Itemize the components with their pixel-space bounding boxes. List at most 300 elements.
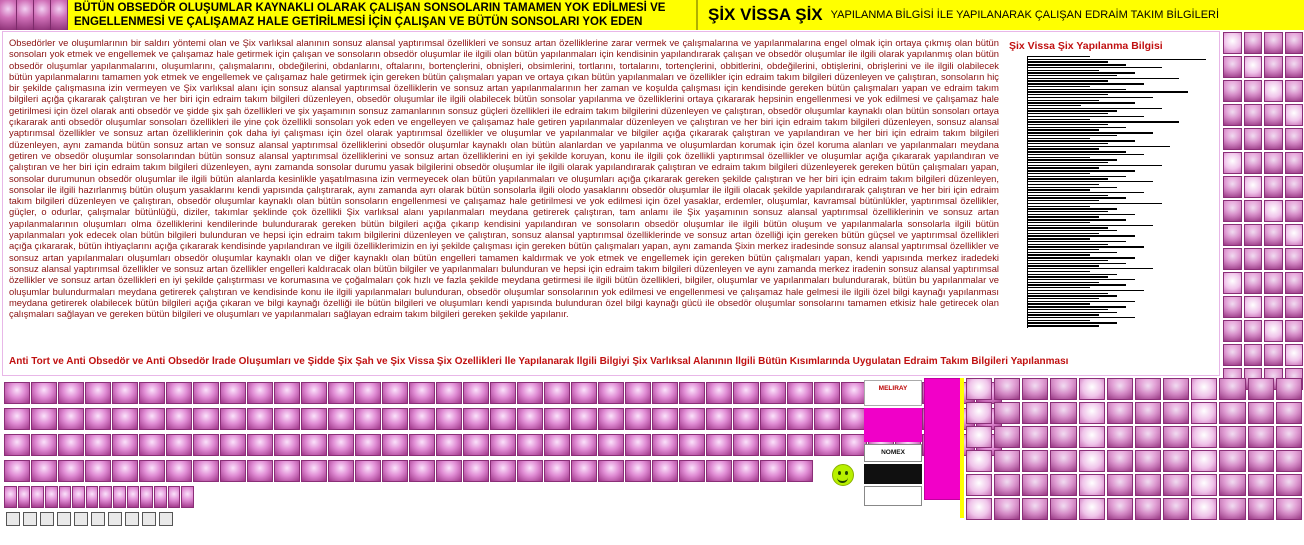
document-thumbnail[interactable] [1191, 498, 1217, 520]
document-thumbnail[interactable] [760, 382, 786, 404]
document-thumbnail[interactable] [1223, 128, 1242, 150]
document-thumbnail[interactable] [1050, 402, 1076, 424]
document-thumbnail[interactable] [1285, 128, 1304, 150]
file-icon-row[interactable] [6, 512, 173, 526]
thumb-strip-row-3[interactable] [4, 434, 1002, 456]
document-thumbnail[interactable] [652, 408, 678, 430]
document-thumbnail[interactable] [1191, 474, 1217, 496]
document-thumbnail[interactable] [220, 434, 246, 456]
document-thumbnail[interactable] [220, 460, 246, 482]
document-thumbnail[interactable] [625, 460, 651, 482]
document-thumbnail[interactable] [1223, 32, 1242, 54]
document-thumbnail[interactable] [4, 382, 30, 404]
document-thumbnail[interactable] [382, 460, 408, 482]
document-thumbnail[interactable] [1135, 378, 1161, 400]
document-thumbnail[interactable] [598, 408, 624, 430]
document-thumbnail[interactable] [1244, 56, 1263, 78]
document-thumbnail[interactable] [787, 408, 813, 430]
document-thumbnail[interactable] [1244, 152, 1263, 174]
document-thumbnail[interactable] [127, 486, 140, 508]
document-thumbnail[interactable] [966, 498, 992, 520]
document-thumbnail[interactable] [1135, 426, 1161, 448]
document-thumbnail[interactable] [139, 434, 165, 456]
document-thumbnail[interactable] [544, 408, 570, 430]
document-thumbnail[interactable] [154, 486, 167, 508]
file-icon[interactable] [74, 512, 88, 526]
document-thumbnail[interactable] [382, 408, 408, 430]
document-thumbnail[interactable] [99, 486, 112, 508]
document-thumbnail[interactable] [1223, 296, 1242, 318]
document-thumbnail[interactable] [409, 460, 435, 482]
document-thumbnail[interactable] [220, 382, 246, 404]
document-thumbnail[interactable] [490, 460, 516, 482]
document-thumbnail[interactable] [31, 434, 57, 456]
document-thumbnail[interactable] [1264, 104, 1283, 126]
document-thumbnail[interactable] [1244, 248, 1263, 270]
document-thumbnail[interactable] [85, 460, 111, 482]
document-thumbnail[interactable] [31, 460, 57, 482]
thumb-strip-row-1[interactable] [4, 382, 1002, 404]
document-thumbnail[interactable] [328, 434, 354, 456]
document-thumbnail[interactable] [1264, 296, 1283, 318]
ad-magenta[interactable] [864, 408, 922, 442]
document-thumbnail[interactable] [1022, 498, 1048, 520]
document-thumbnail[interactable] [1285, 248, 1304, 270]
document-thumbnail[interactable] [247, 382, 273, 404]
document-thumbnail[interactable] [59, 486, 72, 508]
document-thumbnail[interactable] [166, 434, 192, 456]
document-thumbnail[interactable] [355, 434, 381, 456]
document-thumbnail[interactable] [544, 460, 570, 482]
document-thumbnail[interactable] [1022, 378, 1048, 400]
document-thumbnail[interactable] [1223, 152, 1242, 174]
document-thumbnail[interactable] [113, 486, 126, 508]
document-thumbnail[interactable] [4, 408, 30, 430]
document-thumbnail[interactable] [1191, 402, 1217, 424]
document-thumbnail[interactable] [1050, 498, 1076, 520]
document-thumbnail[interactable] [85, 408, 111, 430]
document-thumbnail[interactable] [220, 408, 246, 430]
document-thumbnail[interactable] [409, 408, 435, 430]
document-thumbnail[interactable] [760, 460, 786, 482]
document-thumbnail[interactable] [1223, 80, 1242, 102]
banner-thumbnail[interactable] [34, 0, 51, 30]
document-thumbnail[interactable] [4, 486, 17, 508]
document-thumbnail[interactable] [598, 434, 624, 456]
document-thumbnail[interactable] [994, 378, 1020, 400]
chart-bar [1028, 170, 1135, 171]
document-thumbnail[interactable] [517, 434, 543, 456]
document-thumbnail[interactable] [814, 382, 840, 404]
thumb-strip-row-5[interactable] [4, 486, 194, 508]
document-thumbnail[interactable] [301, 434, 327, 456]
document-thumbnail[interactable] [274, 382, 300, 404]
document-thumbnail[interactable] [1022, 474, 1048, 496]
document-thumbnail[interactable] [1223, 176, 1242, 198]
document-thumbnail[interactable] [1248, 498, 1274, 520]
document-thumbnail[interactable] [1276, 498, 1302, 520]
document-thumbnail[interactable] [706, 460, 732, 482]
document-thumbnail[interactable] [1264, 176, 1283, 198]
document-thumbnail[interactable] [1107, 498, 1133, 520]
document-thumbnail[interactable] [1264, 224, 1283, 246]
document-thumbnail[interactable] [966, 378, 992, 400]
document-thumbnail[interactable] [168, 486, 181, 508]
file-icon[interactable] [108, 512, 122, 526]
document-thumbnail[interactable] [1163, 450, 1189, 472]
document-thumbnail[interactable] [247, 408, 273, 430]
document-thumbnail[interactable] [463, 434, 489, 456]
document-thumbnail[interactable] [706, 382, 732, 404]
document-thumbnail[interactable] [1135, 474, 1161, 496]
ad-meliray[interactable]: MELIRAY [864, 380, 922, 406]
document-thumbnail[interactable] [1244, 320, 1263, 342]
document-thumbnail[interactable] [1244, 272, 1263, 294]
document-thumbnail[interactable] [112, 408, 138, 430]
document-thumbnail[interactable] [1264, 80, 1283, 102]
document-thumbnail[interactable] [1244, 176, 1263, 198]
document-thumbnail[interactable] [625, 382, 651, 404]
document-thumbnail[interactable] [463, 408, 489, 430]
document-thumbnail[interactable] [1285, 224, 1304, 246]
file-icon[interactable] [57, 512, 71, 526]
document-thumbnail[interactable] [544, 382, 570, 404]
document-thumbnail[interactable] [4, 434, 30, 456]
document-thumbnail[interactable] [1107, 402, 1133, 424]
document-thumbnail[interactable] [1219, 378, 1245, 400]
document-thumbnail[interactable] [166, 408, 192, 430]
right-thumbnail-grid[interactable] [1222, 31, 1304, 376]
document-thumbnail[interactable] [247, 434, 273, 456]
file-icon[interactable] [40, 512, 54, 526]
document-thumbnail[interactable] [733, 434, 759, 456]
document-thumbnail[interactable] [571, 382, 597, 404]
document-thumbnail[interactable] [1264, 56, 1283, 78]
document-thumbnail[interactable] [193, 434, 219, 456]
document-thumbnail[interactable] [1244, 200, 1263, 222]
document-thumbnail[interactable] [760, 434, 786, 456]
document-thumbnail[interactable] [301, 408, 327, 430]
document-thumbnail[interactable] [1244, 128, 1263, 150]
document-thumbnail[interactable] [436, 460, 462, 482]
document-thumbnail[interactable] [1135, 402, 1161, 424]
document-thumbnail[interactable] [652, 460, 678, 482]
document-thumbnail[interactable] [274, 460, 300, 482]
document-thumbnail[interactable] [814, 434, 840, 456]
document-thumbnail[interactable] [31, 382, 57, 404]
file-icon[interactable] [159, 512, 173, 526]
document-thumbnail[interactable] [1285, 152, 1304, 174]
document-thumbnail[interactable] [301, 382, 327, 404]
document-thumbnail[interactable] [760, 408, 786, 430]
document-thumbnail[interactable] [31, 408, 57, 430]
document-thumbnail[interactable] [1264, 200, 1283, 222]
thumb-strip-row-4[interactable] [4, 460, 813, 482]
document-thumbnail[interactable] [1107, 450, 1133, 472]
document-thumbnail[interactable] [571, 460, 597, 482]
document-thumbnail[interactable] [1107, 474, 1133, 496]
document-thumbnail[interactable] [1163, 378, 1189, 400]
document-thumbnail[interactable] [1223, 200, 1242, 222]
document-thumbnail[interactable] [1248, 426, 1274, 448]
document-thumbnail[interactable] [1079, 426, 1105, 448]
document-thumbnail[interactable] [1135, 498, 1161, 520]
document-thumbnail[interactable] [274, 408, 300, 430]
document-thumbnail[interactable] [1050, 378, 1076, 400]
document-thumbnail[interactable] [1264, 32, 1283, 54]
ad-dark[interactable] [864, 464, 922, 484]
document-thumbnail[interactable] [31, 486, 44, 508]
document-thumbnail[interactable] [112, 382, 138, 404]
document-thumbnail[interactable] [18, 486, 31, 508]
document-thumbnail[interactable] [409, 382, 435, 404]
document-thumbnail[interactable] [1163, 402, 1189, 424]
document-thumbnail[interactable] [571, 434, 597, 456]
file-icon[interactable] [6, 512, 20, 526]
document-thumbnail[interactable] [301, 460, 327, 482]
document-thumbnail[interactable] [436, 434, 462, 456]
document-thumbnail[interactable] [679, 460, 705, 482]
document-thumbnail[interactable] [1244, 296, 1263, 318]
banner-thumbnail[interactable] [0, 0, 17, 30]
document-thumbnail[interactable] [1264, 272, 1283, 294]
document-thumbnail[interactable] [787, 434, 813, 456]
document-thumbnail[interactable] [1079, 450, 1105, 472]
document-thumbnail[interactable] [490, 382, 516, 404]
document-thumbnail[interactable] [1223, 272, 1242, 294]
document-thumbnail[interactable] [1264, 128, 1283, 150]
document-thumbnail[interactable] [679, 408, 705, 430]
document-thumbnail[interactable] [1248, 378, 1274, 400]
document-thumbnail[interactable] [787, 382, 813, 404]
document-thumbnail[interactable] [1022, 402, 1048, 424]
document-thumbnail[interactable] [1276, 450, 1302, 472]
document-thumbnail[interactable] [1079, 498, 1105, 520]
document-thumbnail[interactable] [328, 460, 354, 482]
document-thumbnail[interactable] [1264, 344, 1283, 366]
document-thumbnail[interactable] [86, 486, 99, 508]
document-thumbnail[interactable] [355, 408, 381, 430]
document-thumbnail[interactable] [1219, 426, 1245, 448]
banner-thumbnail-strip[interactable] [0, 0, 68, 30]
bottom-thumbnail-grid[interactable] [966, 378, 1302, 518]
banner-thumbnail[interactable] [17, 0, 34, 30]
document-thumbnail[interactable] [1107, 426, 1133, 448]
document-thumbnail[interactable] [1244, 80, 1263, 102]
chart-bar [1028, 113, 1108, 114]
document-thumbnail[interactable] [1079, 474, 1105, 496]
document-thumbnail[interactable] [4, 460, 30, 482]
banner-headline: BÜTÜN OBSEDÖR OLUŞUMLAR KAYNAKLI OLARAK ÇALIŞAN SONSOLARIN TAMAMEN YOK EDİLMESİ VE ENGELLENMESİ VE ÇALIŞAMAZ HALE GETİRİLMESİ İÇİN ÇALIŞAN VE BÜTÜN SONSOLARI YOK EDEN [68, 0, 698, 30]
thumb-strip-row-2[interactable] [4, 408, 1002, 430]
document-thumbnail[interactable] [1223, 56, 1242, 78]
document-thumbnail[interactable] [544, 434, 570, 456]
document-thumbnail[interactable] [139, 460, 165, 482]
document-thumbnail[interactable] [328, 382, 354, 404]
document-thumbnail[interactable] [966, 450, 992, 472]
document-thumbnail[interactable] [1050, 474, 1076, 496]
document-thumbnail[interactable] [85, 434, 111, 456]
document-thumbnail[interactable] [1163, 426, 1189, 448]
document-thumbnail[interactable] [72, 486, 85, 508]
document-thumbnail[interactable] [436, 408, 462, 430]
ad-white[interactable] [864, 486, 922, 506]
banner-thumbnail[interactable] [51, 0, 68, 30]
document-thumbnail[interactable] [1219, 402, 1245, 424]
document-thumbnail[interactable] [355, 382, 381, 404]
document-thumbnail[interactable] [328, 408, 354, 430]
document-thumbnail[interactable] [1244, 104, 1263, 126]
document-thumbnail[interactable] [1191, 426, 1217, 448]
document-thumbnail[interactable] [1285, 272, 1304, 294]
document-thumbnail[interactable] [181, 486, 194, 508]
document-thumbnail[interactable] [1223, 224, 1242, 246]
file-icon[interactable] [91, 512, 105, 526]
document-thumbnail[interactable] [193, 408, 219, 430]
document-thumbnail[interactable] [517, 460, 543, 482]
document-thumbnail[interactable] [193, 382, 219, 404]
document-thumbnail[interactable] [193, 460, 219, 482]
document-thumbnail[interactable] [1248, 450, 1274, 472]
document-thumbnail[interactable] [463, 382, 489, 404]
document-thumbnail[interactable] [1223, 104, 1242, 126]
document-thumbnail[interactable] [1219, 450, 1245, 472]
document-thumbnail[interactable] [1276, 474, 1302, 496]
document-thumbnail[interactable] [1191, 450, 1217, 472]
document-thumbnail[interactable] [1022, 450, 1048, 472]
document-thumbnail[interactable] [382, 434, 408, 456]
document-thumbnail[interactable] [166, 460, 192, 482]
document-thumbnail[interactable] [517, 408, 543, 430]
document-thumbnail[interactable] [733, 460, 759, 482]
document-thumbnail[interactable] [140, 486, 153, 508]
document-thumbnail[interactable] [1285, 80, 1304, 102]
document-thumbnail[interactable] [58, 382, 84, 404]
document-thumbnail[interactable] [517, 382, 543, 404]
advertisement-stack[interactable] [864, 380, 922, 508]
document-thumbnail[interactable] [1285, 32, 1304, 54]
document-thumbnail[interactable] [436, 382, 462, 404]
document-thumbnail[interactable] [490, 434, 516, 456]
document-thumbnail[interactable] [58, 460, 84, 482]
document-thumbnail[interactable] [625, 408, 651, 430]
document-thumbnail[interactable] [787, 460, 813, 482]
document-thumbnail[interactable] [1248, 402, 1274, 424]
document-thumbnail[interactable] [1223, 248, 1242, 270]
document-thumbnail[interactable] [706, 434, 732, 456]
document-thumbnail[interactable] [247, 460, 273, 482]
document-thumbnail[interactable] [1163, 474, 1189, 496]
document-thumbnail[interactable] [1276, 426, 1302, 448]
file-icon[interactable] [142, 512, 156, 526]
document-thumbnail[interactable] [994, 498, 1020, 520]
document-thumbnail[interactable] [1264, 248, 1283, 270]
document-thumbnail[interactable] [1223, 344, 1242, 366]
chart-bar [1028, 72, 1135, 73]
document-thumbnail[interactable] [1285, 296, 1304, 318]
document-thumbnail[interactable] [1244, 32, 1263, 54]
document-thumbnail[interactable] [382, 382, 408, 404]
document-thumbnail[interactable] [1285, 104, 1304, 126]
document-thumbnail[interactable] [679, 434, 705, 456]
document-thumbnail[interactable] [1244, 344, 1263, 366]
document-thumbnail[interactable] [994, 474, 1020, 496]
document-thumbnail[interactable] [1050, 450, 1076, 472]
document-thumbnail[interactable] [966, 474, 992, 496]
document-thumbnail[interactable] [652, 382, 678, 404]
document-thumbnail[interactable] [1285, 176, 1304, 198]
document-thumbnail[interactable] [994, 450, 1020, 472]
document-thumbnail[interactable] [274, 434, 300, 456]
document-thumbnail[interactable] [1248, 474, 1274, 496]
document-thumbnail[interactable] [85, 382, 111, 404]
document-thumbnail[interactable] [625, 434, 651, 456]
file-icon[interactable] [125, 512, 139, 526]
document-thumbnail[interactable] [1223, 320, 1242, 342]
chart-bar [1028, 246, 1144, 247]
document-thumbnail[interactable] [598, 460, 624, 482]
document-thumbnail[interactable] [733, 408, 759, 430]
document-thumbnail[interactable] [1022, 426, 1048, 448]
document-thumbnail[interactable] [1163, 498, 1189, 520]
document-thumbnail[interactable] [490, 408, 516, 430]
document-thumbnail[interactable] [966, 402, 992, 424]
document-thumbnail[interactable] [45, 486, 58, 508]
document-thumbnail[interactable] [1285, 200, 1304, 222]
document-thumbnail[interactable] [598, 382, 624, 404]
document-thumbnail[interactable] [1276, 402, 1302, 424]
document-thumbnail[interactable] [1276, 378, 1302, 400]
document-thumbnail[interactable] [679, 382, 705, 404]
document-thumbnail[interactable] [994, 402, 1020, 424]
document-thumbnail[interactable] [1191, 378, 1217, 400]
document-thumbnail[interactable] [706, 408, 732, 430]
document-thumbnail[interactable] [1135, 450, 1161, 472]
document-thumbnail[interactable] [58, 434, 84, 456]
document-thumbnail[interactable] [1219, 498, 1245, 520]
document-thumbnail[interactable] [733, 382, 759, 404]
document-thumbnail[interactable] [112, 460, 138, 482]
document-thumbnail[interactable] [1285, 344, 1304, 366]
document-thumbnail[interactable] [1219, 474, 1245, 496]
document-thumbnail[interactable] [1285, 320, 1304, 342]
chart-bar [1028, 138, 1090, 139]
document-thumbnail[interactable] [1050, 426, 1076, 448]
document-thumbnail[interactable] [139, 382, 165, 404]
document-thumbnail[interactable] [571, 408, 597, 430]
document-thumbnail[interactable] [112, 434, 138, 456]
document-thumbnail[interactable] [355, 460, 381, 482]
document-thumbnail[interactable] [1244, 224, 1263, 246]
document-thumbnail[interactable] [463, 460, 489, 482]
document-thumbnail[interactable] [652, 434, 678, 456]
document-thumbnail[interactable] [139, 408, 165, 430]
file-icon[interactable] [23, 512, 37, 526]
document-thumbnail[interactable] [166, 382, 192, 404]
document-thumbnail[interactable] [1079, 378, 1105, 400]
document-thumbnail[interactable] [994, 426, 1020, 448]
document-thumbnail[interactable] [58, 408, 84, 430]
document-thumbnail[interactable] [814, 408, 840, 430]
document-thumbnail[interactable] [1079, 402, 1105, 424]
document-thumbnail[interactable] [1264, 320, 1283, 342]
document-thumbnail[interactable] [966, 426, 992, 448]
document-thumbnail[interactable] [409, 434, 435, 456]
document-thumbnail[interactable] [1264, 152, 1283, 174]
document-thumbnail[interactable] [1107, 378, 1133, 400]
document-thumbnail[interactable] [1285, 56, 1304, 78]
ad-nomex[interactable]: NOMEX [864, 444, 922, 462]
